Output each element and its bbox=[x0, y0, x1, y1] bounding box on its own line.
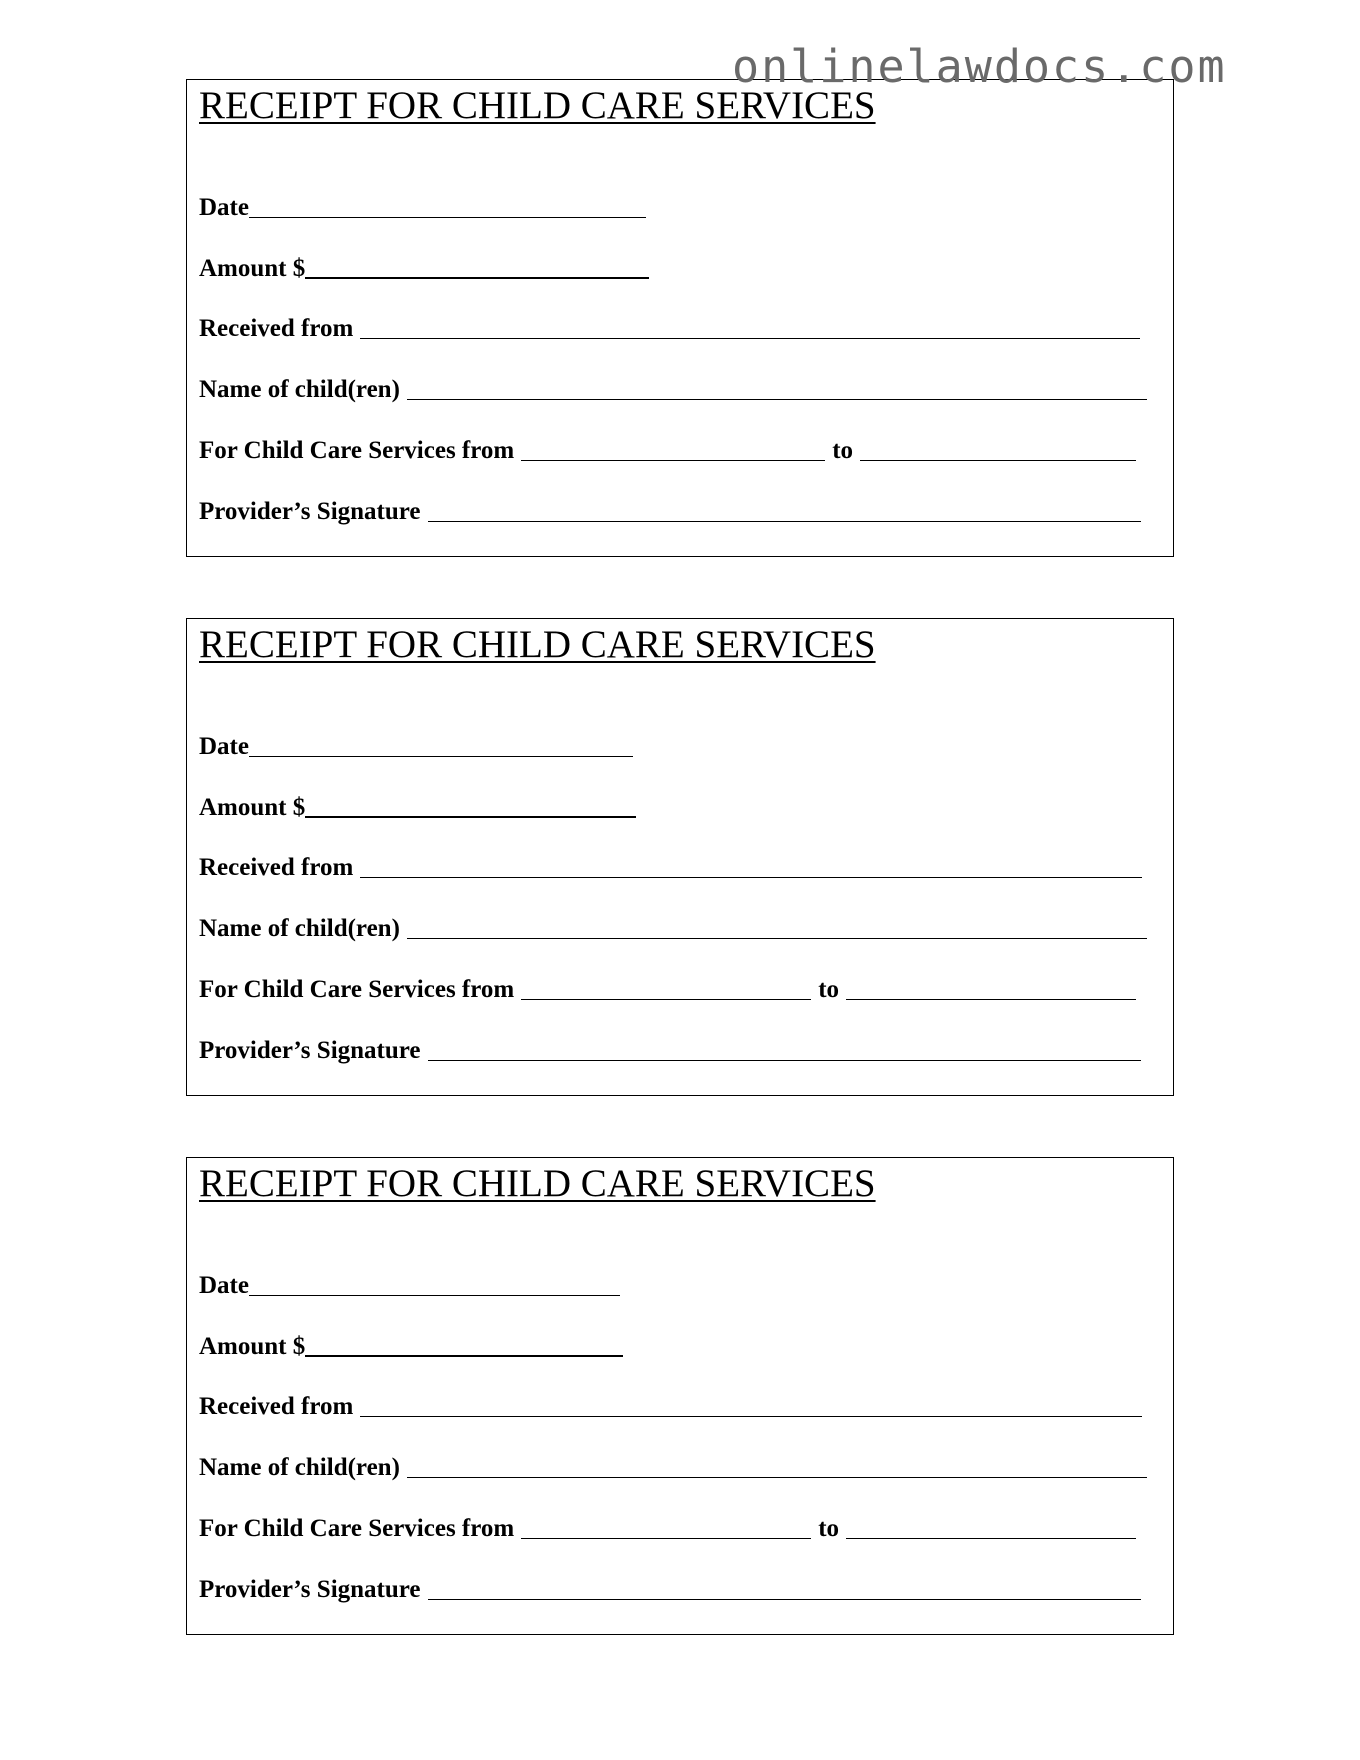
receipt-title: RECEIPT FOR CHILD CARE SERVICES bbox=[199, 84, 876, 127]
date-row bbox=[199, 1270, 620, 1300]
children-field[interactable] bbox=[407, 377, 1147, 400]
signature-field[interactable] bbox=[428, 1577, 1141, 1600]
received-from-row bbox=[199, 852, 1142, 882]
signature-label: Provider’s Signature bbox=[199, 498, 421, 525]
receipt-2 bbox=[186, 618, 1174, 1096]
received-from-row bbox=[199, 1391, 1142, 1421]
date-label: Date bbox=[199, 194, 249, 221]
amount-row bbox=[199, 253, 649, 283]
children-row bbox=[199, 374, 1147, 404]
services-to-field[interactable] bbox=[860, 438, 1136, 461]
amount-label: Amount $ bbox=[199, 794, 306, 821]
children-field[interactable] bbox=[407, 916, 1147, 939]
receipt-1 bbox=[186, 79, 1174, 557]
receipt-3 bbox=[186, 1157, 1174, 1635]
children-label: Name of child(ren) bbox=[199, 376, 400, 403]
service-dates-row bbox=[199, 974, 1136, 1004]
to-label: to bbox=[818, 976, 840, 1003]
services-from-field[interactable] bbox=[521, 977, 811, 1000]
services-from-field[interactable] bbox=[521, 438, 825, 461]
receipt-title: RECEIPT FOR CHILD CARE SERVICES bbox=[199, 1162, 876, 1205]
services-from-label: For Child Care Services from bbox=[199, 1515, 515, 1542]
services-from-field[interactable] bbox=[521, 1516, 811, 1539]
signature-label: Provider’s Signature bbox=[199, 1037, 421, 1064]
amount-field[interactable] bbox=[305, 255, 649, 279]
service-dates-row bbox=[199, 1513, 1136, 1543]
services-to-field[interactable] bbox=[846, 1516, 1136, 1539]
signature-field[interactable] bbox=[428, 499, 1141, 522]
signature-field[interactable] bbox=[428, 1038, 1141, 1061]
children-row bbox=[199, 1452, 1147, 1482]
received-from-field[interactable] bbox=[360, 316, 1140, 339]
received-from-label: Received from bbox=[199, 315, 354, 342]
date-field[interactable] bbox=[249, 734, 633, 757]
amount-field[interactable] bbox=[305, 1333, 623, 1357]
date-row bbox=[199, 731, 633, 761]
signature-row bbox=[199, 496, 1141, 526]
children-row bbox=[199, 913, 1147, 943]
date-field[interactable] bbox=[249, 195, 646, 218]
services-from-label: For Child Care Services from bbox=[199, 976, 515, 1003]
date-row bbox=[199, 192, 646, 222]
amount-label: Amount $ bbox=[199, 1333, 306, 1360]
amount-label: Amount $ bbox=[199, 255, 306, 282]
date-label: Date bbox=[199, 1272, 249, 1299]
services-to-field[interactable] bbox=[846, 977, 1136, 1000]
to-label: to bbox=[832, 437, 854, 464]
children-field[interactable] bbox=[407, 1455, 1147, 1478]
receipt-title: RECEIPT FOR CHILD CARE SERVICES bbox=[199, 623, 876, 666]
signature-row bbox=[199, 1574, 1141, 1604]
children-label: Name of child(ren) bbox=[199, 915, 400, 942]
date-label: Date bbox=[199, 733, 249, 760]
to-label: to bbox=[818, 1515, 840, 1542]
service-dates-row bbox=[199, 435, 1136, 465]
date-field[interactable] bbox=[249, 1273, 620, 1296]
amount-field[interactable] bbox=[305, 794, 636, 818]
amount-row bbox=[199, 1331, 623, 1361]
received-from-field[interactable] bbox=[360, 1394, 1142, 1417]
received-from-row bbox=[199, 313, 1140, 343]
signature-row bbox=[199, 1035, 1141, 1065]
services-from-label: For Child Care Services from bbox=[199, 437, 515, 464]
children-label: Name of child(ren) bbox=[199, 1454, 400, 1481]
amount-row bbox=[199, 792, 636, 822]
received-from-label: Received from bbox=[199, 1393, 354, 1420]
signature-label: Provider’s Signature bbox=[199, 1576, 421, 1603]
received-from-label: Received from bbox=[199, 854, 354, 881]
received-from-field[interactable] bbox=[360, 855, 1142, 878]
watermark: onlinelawdocs.com bbox=[732, 40, 1227, 93]
